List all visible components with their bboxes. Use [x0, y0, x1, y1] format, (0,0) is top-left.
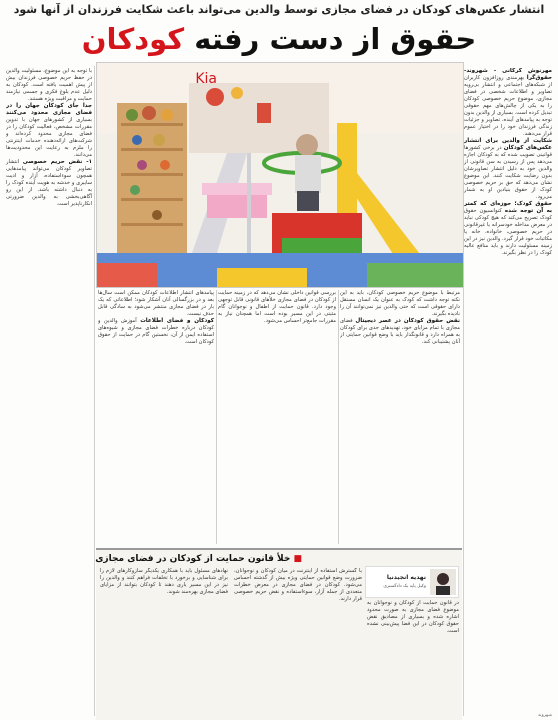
opinion-column-2: [234, 568, 362, 716]
mid-paragraph: بررسی قوانین داخلی نشان می‌دهد که در زمینه حمایت از کودکان در فضای مجازی خلأهای قانونی قابل توجهی وجود دارد. قانون حمایت از اطفال و نوجوانان گام مثبتی در این مسیر بوده است اما همچنان نیاز به مقررات جامع‌تر احساس می‌شود.: [218, 290, 336, 324]
article-column-mid-left: [98, 290, 214, 544]
subhead-5: نقض حقوق کودکان در عصر دیجیتال: [355, 318, 460, 324]
mid-left-paragraph: پیامدهای انتشار اطلاعات کودکان ممکن است سال‌ها بعد و در بزرگسالی آنان آشکار شود؛ اطلاعاتی که یک بار در فضای مجازی منتشر می‌شود به سادگی قابل حذف نیست.: [98, 290, 214, 317]
subhead-6: کودکان و فضای اطلاعات: [140, 318, 214, 324]
headline-kicker: انتشار عکس‌های کودکان در فضای مجازی توسط والدین می‌تواند باعث شکایت فرزندان از آنها شود: [13, 3, 545, 16]
article-column-mid-right: [340, 290, 460, 544]
avatar-icon: [430, 569, 456, 595]
opinion-column-1: [367, 600, 459, 716]
subhead-3: جدا جای کودکان جهان را در فضای مجازی محدود می‌کنند: [6, 103, 92, 116]
author-avatar: [430, 569, 456, 595]
author-role: وکیل پایه یک دادگستری: [383, 584, 426, 589]
mid-right-paragraph: مرتبط با موضوع حریم خصوصی کودکان، باید به این نکته توجه داشت که کودک به عنوان یک انسان مستقل دارای حقوقی است که حتی والدین نیز نمی‌توانند آن را نادیده بگیرند.: [340, 290, 460, 317]
opinion-box: [96, 548, 462, 720]
left-paragraph-3: انتشار تصاویر کودکان می‌تواند پیامدهایی همچون سوءاستفاده، آزار و اذیت سایبری و خدشه به هویت آینده کودک را به دنبال داشته باشد. از این رو آگاهی‌بخشی به والدین ضرورتی انکارناپذیر است.: [6, 159, 92, 207]
article-column-left: [6, 68, 92, 714]
opinion-title-text: خلأ قانون حمایت از کودکان در فضای مجازی: [95, 554, 291, 564]
column-divider: [94, 66, 95, 716]
headline-part-red: کودکان: [81, 22, 185, 56]
author-card: [365, 566, 459, 598]
right-paragraph-2: در برخی کشورها قوانینی تصویب شده که به کودکان اجازه می‌دهد پس از رسیدن به سن قانونی از والدین خود به دلیل انتشار تصاویرشان بدون رضایت شکایت کنند. این موضوع نشان می‌دهد که حق بر حریم خصوصی کودک از حقوق بنیادین او به شمار می‌رود.: [464, 145, 552, 200]
page-footer: شهروند: [537, 713, 552, 718]
byline: مهرنوش کرکانی - شهروند- حقوق‌گرا: [464, 68, 552, 81]
photo-illustration: [97, 63, 463, 287]
svg-text:Kia: Kia: [195, 71, 217, 87]
page-title: [60, 22, 498, 62]
subhead-2: حقوق کودک؛ حوزه‌ای که کمتر به آن توجه شده: [464, 201, 552, 214]
opinion-paragraph-1: در قانون حمایت از کودکان و نوجوانان به موضوع فضای مجازی به صورت محدود اشاره شده و بسیاری از مصادیق نقض حقوق کودکان در این فضا پیش‌بینی نشده است.: [367, 600, 459, 634]
left-paragraph-1: با توجه به این موضوع، مسئولیت والدین در حفظ حریم خصوصی فرزندان بیش از پیش اهمیت یافته است. کودکان به دلیل عدم بلوغ فکری و جسمی نیازمند حمایت و مراقبت ویژه هستند.: [6, 68, 92, 102]
article-column-mid: [218, 290, 336, 544]
bullet-icon: ■: [293, 554, 302, 564]
opinion-box-title: [95, 554, 302, 564]
left-paragraph-2: بسیاری از کشورهای جهان با تدوین مقررات مشخص، فعالیت کودکان را در فضای مجازی محدود کرده‌اند و شرکت‌های ارائه‌دهنده خدمات اینترنتی را ملزم به رعایت این محدودیت‌ها می‌دانند.: [6, 117, 92, 158]
author-name: نهدیه انجیدنیا: [386, 574, 426, 581]
subhead-4: ۱- نقض حریم خصوصی: [22, 159, 92, 165]
article-column-right: [464, 68, 552, 714]
column-divider: [216, 290, 217, 544]
mid-right-paragraph-2: فضای مجازی با تمام مزایای خود، تهدیدهای جدی برای کودکان به همراه دارد و قانونگذار باید با وضع قوانین حمایتی از آنان پشتیبانی کند.: [340, 318, 460, 345]
opinion-paragraph-2: با گسترش استفاده از اینترنت در میان کودکان و نوجوانان، ضرورت وضع قوانین حمایتی ویژه بیش از گذشته احساس می‌شود. کودکان در فضای مجازی در معرض خطرات متعددی از جمله آزار، سوءاستفاده و نقض حریم خصوصی قرار دارند.: [234, 568, 362, 602]
mid-left-paragraph-2: آموزش والدین و کودکان درباره خطرات فضای مجازی و شیوه‌های استفاده ایمن از آن، نخستین گام در حمایت از حقوق کودکان است.: [98, 318, 214, 345]
kindergarten-photo: [96, 62, 464, 288]
opinion-column-3: [100, 568, 228, 716]
headline-part-black: حقوق از دست رفته: [184, 22, 477, 56]
opinion-paragraph-3: نهادهای مسئول باید با همکاری یکدیگر سازوکارهای لازم را برای شناسایی و برخورد با تخلفات فراهم کنند و والدین را نیز در این مسیر یاری دهند تا کودکان بتوانند از مزایای فضای مجازی بهره‌مند شوند.: [100, 568, 228, 595]
right-paragraph-3: کنوانسیون حقوق کودک تصریح می‌کند که هیچ کودکی نباید در معرض مداخله خودسرانه یا غیرقانونی در حریم خصوصی، خانواده، خانه یا مکاتبات خود قرار گیرد. والدین نیز در این زمینه مسئولیت دارند و باید منافع عالیه کودک را در نظر بگیرند.: [464, 208, 552, 256]
column-divider: [338, 290, 339, 544]
subhead-1: شکایت از والدین برای انتشار عکس‌های کودکان: [464, 138, 552, 151]
lead-paragraph: بهرمندی روزافزون کاربران از شبکه‌های اجتماعی و انتشار بی‌رویه تصاویر و اطلاعات شخصی در فضای مجازی، موضوع حریم خصوصی کودکان را به یکی از چالش‌های مهم حقوقی تبدیل کرده است. بسیاری از والدین بدون توجه به پیامدهای آینده، تصاویر و جزئیات زندگی فرزندان خود را در اختیار عموم قرار می‌دهند.: [464, 75, 552, 137]
